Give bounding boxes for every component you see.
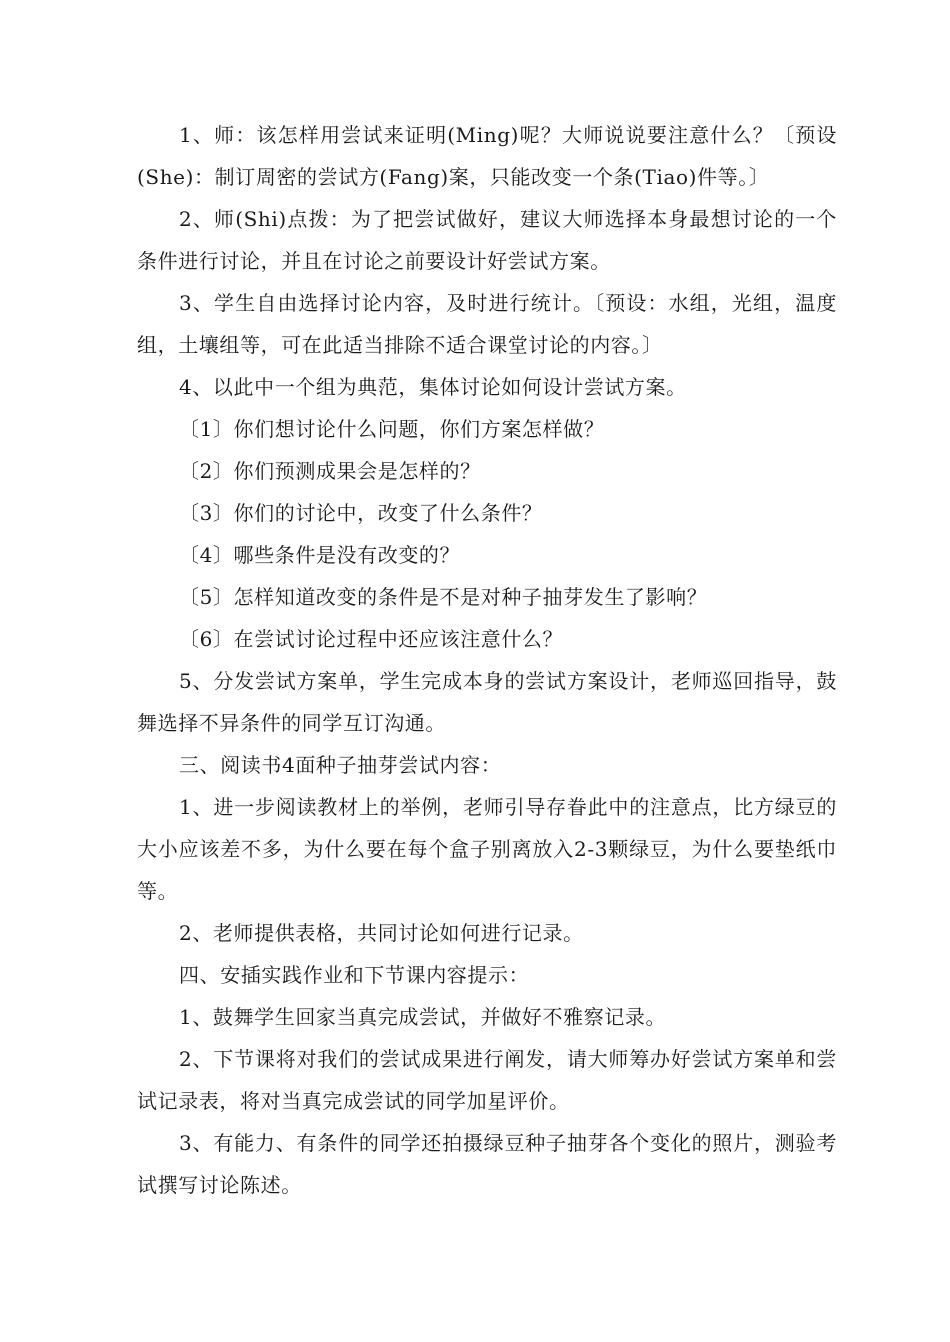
question-3: 〔3〕你们的讨论中，改变了什么条件？ [179,501,543,525]
question-5: 〔5〕怎样知道改变的条件是不是对种子抽芽发生了影响？ [179,585,708,609]
paragraph-2: 2、师(Shi)点拨：为了把尝试做好，建议大师选择本身最想讨论的一个条件进行讨论，并且在讨论之前要设计好尝试方案。 [137,207,837,273]
question-1: 〔1〕你们想讨论什么问题，你们方案怎样做？ [179,417,605,441]
section-heading-3: 三、阅读书4面种子抽芽尝试内容： [179,753,502,777]
document-body [137,114,837,1206]
paragraph-1: 1、师：该怎样用尝试来证明(Ming)呢？大师说说要注意什么？〔预设(She)：制订周密的尝试方(Fang)案，只能改变一个条(Tiao)件等。〕 [137,123,837,189]
paragraph-section3-2: 2、老师提供表格，共同讨论如何进行记录。 [179,921,584,945]
paragraph-section4-3: 3、有能力、有条件的同学还拍摄绿豆种子抽芽各个变化的照片，测验考试撰写讨论陈述。 [137,1131,837,1197]
question-2: 〔2〕你们预测成果会是怎样的？ [179,459,481,483]
section-heading-4: 四、安插实践作业和下节课内容提示： [179,963,530,987]
paragraph-3: 3、学生自由选择讨论内容，及时进行统计。〔预设：水组，光组，温度组，土壤组等，可在此适当排除不适合课堂讨论的内容。〕 [137,291,837,357]
question-4: 〔4〕哪些条件是没有改变的？ [179,543,461,567]
paragraph-section4-2: 2、下节课将对我们的尝试成果进行阐发，请大师筹办好尝试方案单和尝试记录表，将对当真完成尝试的同学加星评价。 [137,1047,837,1113]
paragraph-section3-1: 1、进一步阅读教材上的举例，老师引导存眷此中的注意点，比方绿豆的大小应该差不多，为什么要在每个盒子别离放入2-3颗绿豆，为什么要垫纸巾等。 [137,795,837,903]
paragraph-4: 4、以此中一个组为典范，集体讨论如何设计尝试方案。 [179,375,687,399]
paragraph-5: 5、分发尝试方案单，学生完成本身的尝试方案设计，老师巡回指导，鼓舞选择不异条件的同学互订沟通。 [137,669,837,735]
paragraph-section4-1: 1、鼓舞学生回家当真完成尝试，并做好不雅察记录。 [179,1005,667,1029]
question-6: 〔6〕在尝试讨论过程中还应该注意什么？ [179,627,564,651]
